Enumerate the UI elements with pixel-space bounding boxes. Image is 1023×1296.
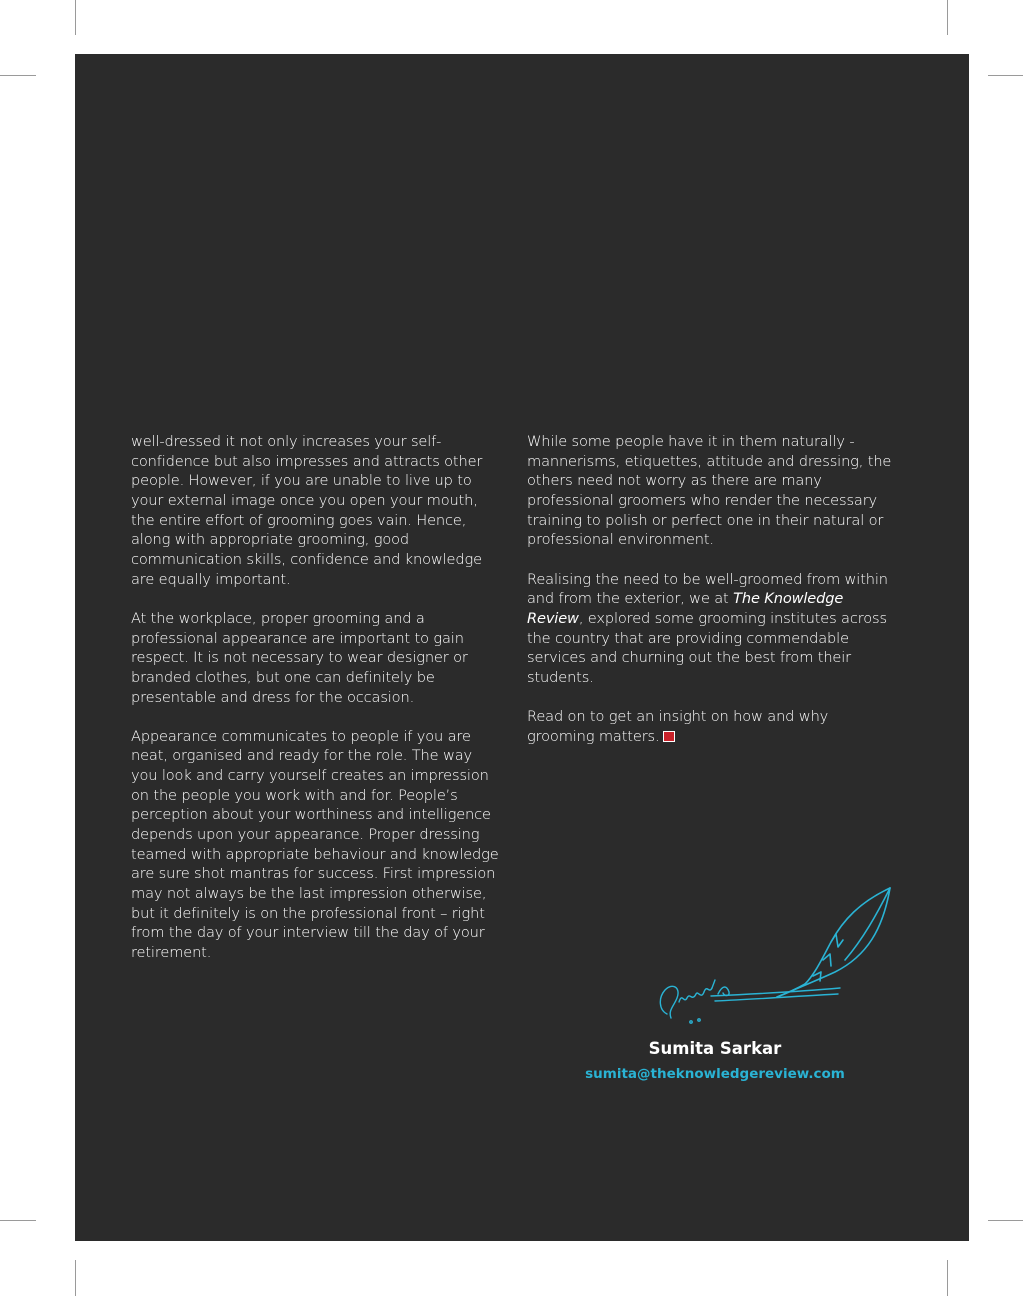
crop-mark <box>75 1260 76 1296</box>
paragraph <box>527 707 897 746</box>
right-text-column <box>527 432 897 766</box>
author-email[interactable]: sumita@theknowledgereview.com <box>585 1066 845 1082</box>
paragraph-text: , explored some grooming institutes across the country that are providing commendable services and churning out the best from their students. <box>527 609 887 686</box>
editorial-page <box>75 54 969 1241</box>
paragraph <box>527 570 897 688</box>
crop-mark <box>947 0 948 35</box>
paragraph-text: Read on to get an insight on how and why grooming matters. <box>527 708 829 745</box>
crop-mark <box>0 1220 36 1221</box>
tkr-logo-icon <box>663 731 675 742</box>
paragraph: Appearance communicates to people if you are neat, organised and ready for the role. The way you look and carry yourself creates an impression on the people you work with and for. People’s perception about your worthiness and intelligence depends upon your appearance. Proper dressing teamed with appropriate behaviour and knowledge are sure shot mantras for success. First impression may not always be the last impression otherwise, but it definitely is on the professional front – right from the day of your interview till the day of your retirement. <box>131 727 499 962</box>
author-name: Sumita Sarkar <box>648 1039 782 1058</box>
feather-quill-icon <box>777 888 890 997</box>
crop-mark <box>947 1260 948 1296</box>
paragraph-text: Realising the need to be well-groomed from within and from the exterior, we at <box>527 570 888 608</box>
handwritten-signature-icon <box>660 980 840 1023</box>
paragraph: While some people have it in them naturally - mannerisms, etiquettes, attitude and dressing, the others need not worry as there are many professional groomers who render the necessary training to polish or perfect one in their natural or professional environment. <box>527 433 892 549</box>
left-text-column <box>131 432 501 982</box>
crop-mark <box>988 1220 1023 1221</box>
signature-graphic <box>655 884 895 1034</box>
crop-mark <box>0 75 36 76</box>
publication-name: The Knowledge Review <box>527 590 844 627</box>
paragraph: At the workplace, proper grooming and a professional appearance are important to gain respect. It is not necessary to wear designer or branded clothes, but one can definitely be presentable and dress for the occasion. <box>131 609 468 706</box>
crop-mark <box>988 75 1023 76</box>
crop-mark <box>75 0 76 35</box>
paragraph: well-dressed it not only increases your self-confidence but also impresses and attracts other people. However, if you are unable to live up to your external image once you open your mouth, the entire effort of grooming goes vain. Hence, along with appropriate grooming, good communication skills, confidence and knowledge are equally important. <box>131 433 483 588</box>
